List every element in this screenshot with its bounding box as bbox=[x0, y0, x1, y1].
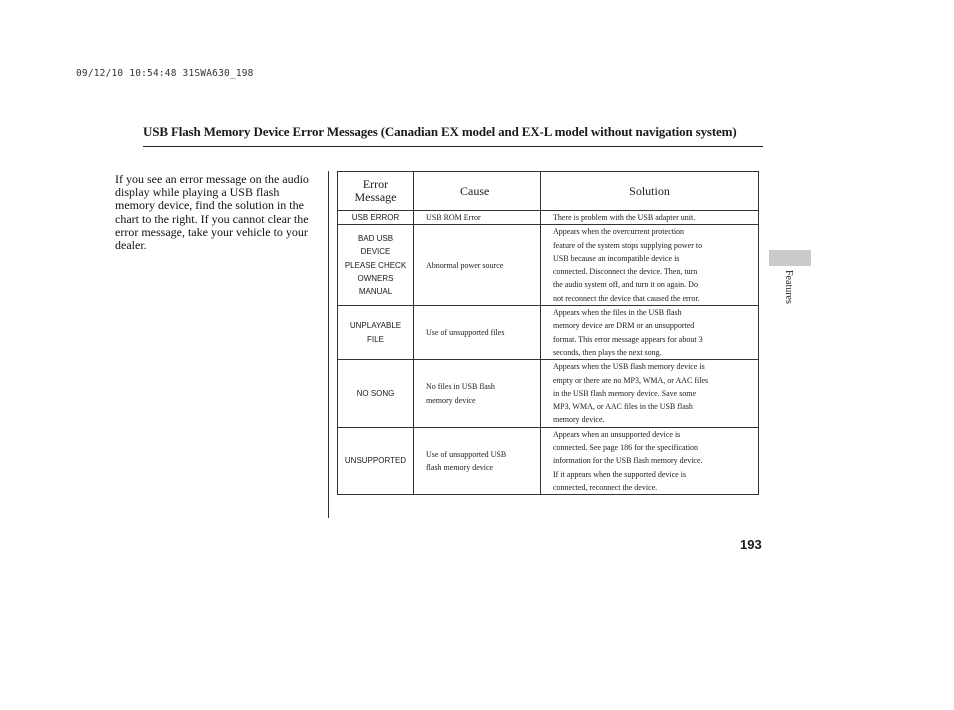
table-header-row bbox=[338, 172, 759, 211]
error-message-cell: NO SONG bbox=[338, 360, 414, 427]
intro-paragraph: If you see an error message on the audio display while playing a USB flash memory device, find the solution in the chart to the right. If you cannot clear the error message, take your vehicle to your dealer. bbox=[115, 172, 309, 253]
error-message-cell: UNSUPPORTED bbox=[338, 427, 414, 494]
error-message-table bbox=[337, 171, 759, 495]
error-message-cell: USB ERROR bbox=[338, 211, 414, 225]
section-tab bbox=[769, 250, 811, 266]
solution-cell: Appears when the overcurrent protection feature of the system stops supplying power to USB because an incompatible device is connected. Disconnect the device. Then, turn the audio system off, and turn it on again. Do not reconnect the device that caused the error. bbox=[541, 225, 759, 306]
page-number: 193 bbox=[740, 537, 762, 552]
table-row bbox=[338, 211, 759, 225]
solution-cell: Appears when an unsupported device is connected. See page 186 for the specification information for the USB flash memory device. If it appears when the supported device is connected, reconnect the device. bbox=[541, 427, 759, 494]
cause-cell: No files in USB flash memory device bbox=[414, 360, 541, 427]
print-timestamp: 09/12/10 10:54:48 31SWA630_198 bbox=[76, 68, 254, 79]
table-row bbox=[338, 225, 759, 306]
table-row bbox=[338, 427, 759, 494]
solution-cell: Appears when the USB flash memory device is empty or there are no MP3, WMA, or AAC files in the USB flash memory device. Save some MP3, WMA, or AAC files in the USB flash memory device. bbox=[541, 360, 759, 427]
table-row bbox=[338, 306, 759, 360]
header-error-message: Error Message bbox=[338, 172, 414, 211]
column-divider bbox=[328, 171, 329, 518]
cause-cell: Use of unsupported USB flash memory device bbox=[414, 427, 541, 494]
error-message-cell: BAD USB DEVICE PLEASE CHECK OWNERS MANUAL bbox=[338, 225, 414, 306]
cause-cell: Use of unsupported files bbox=[414, 306, 541, 360]
solution-cell: Appears when the files in the USB flash memory device are DRM or an unsupported format. This error message appears for about 3 seconds, then plays the next song. bbox=[541, 306, 759, 360]
table-row bbox=[338, 360, 759, 427]
title-divider bbox=[143, 146, 763, 147]
error-message-cell: UNPLAYABLE FILE bbox=[338, 306, 414, 360]
header-cause: Cause bbox=[414, 172, 541, 211]
cause-cell: Abnormal power source bbox=[414, 225, 541, 306]
solution-cell: There is problem with the USB adapter unit. bbox=[541, 211, 759, 225]
cause-cell: USB ROM Error bbox=[414, 211, 541, 225]
section-tab-label: Features bbox=[783, 270, 794, 304]
header-solution: Solution bbox=[541, 172, 759, 211]
section-title: USB Flash Memory Device Error Messages (Canadian EX model and EX-L model without navigation system) bbox=[143, 124, 737, 139]
